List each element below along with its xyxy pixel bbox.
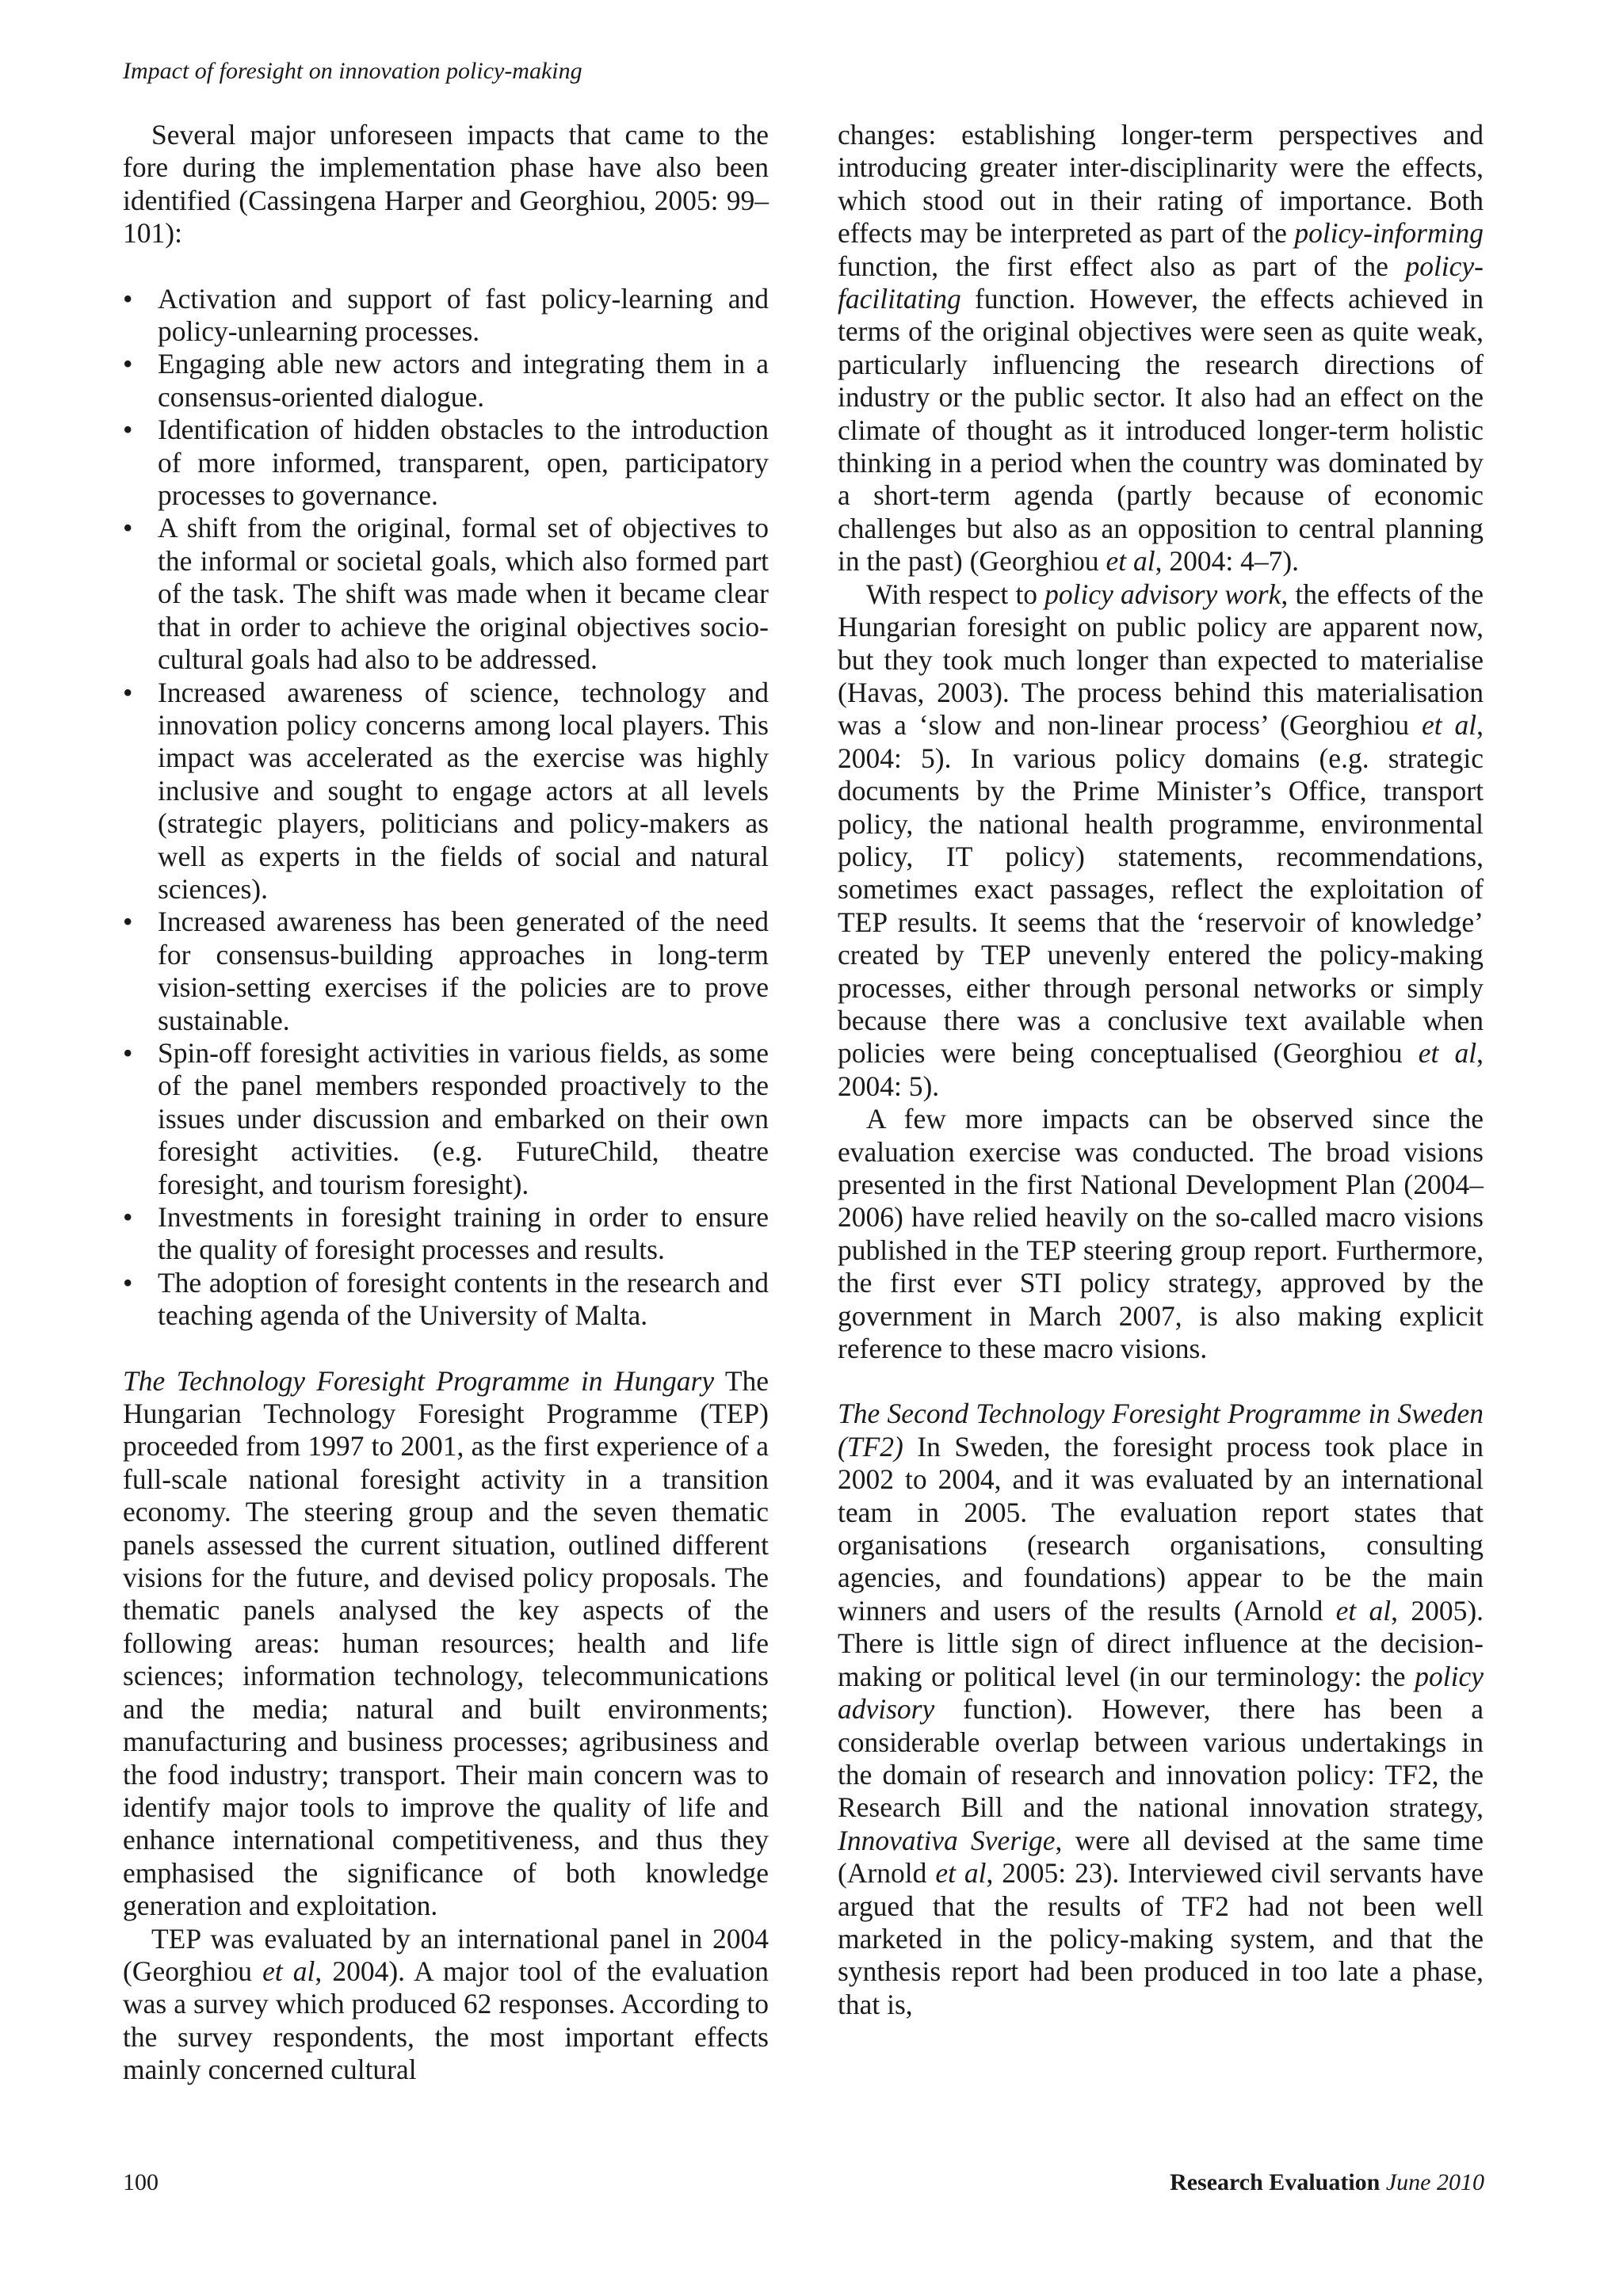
journal-footer (1170, 2168, 1484, 2197)
bullet-icon: • (123, 906, 133, 938)
hungary-paragraph-text: The Hungarian Technology Foresight Programme (TEP) proceeded from 1997 to 2001, as the first experience of a full-scale national foresight activity in a transition economy. The steering group and the seven thematic panels assessed the current situation, outlined different visions for the future, and devised policy proposals. The thematic panels analysed the key aspects of the following areas: human resources; health and life sciences; information technology, telecommunications and the media; natural and built environments; manufacturing and business processes; agribusiness and the food industry; transport. Their main concern was to identify major tools to improve the quality of life and enhance international competitiveness, and thus they emphasised the significance of both knowledge generation and exploitation. (123, 1364, 769, 1922)
right-column (838, 119, 1484, 2021)
bullet-icon: • (123, 1036, 133, 1069)
bullet-icon: • (123, 676, 133, 708)
list-item: • Identification of hidden obstacles to the introduction of more informed, transparent, open, participatory processes to governance. (123, 414, 769, 512)
list-item: • A shift from the original, formal set of objectives to the informal or societal goals, which also formed part of the task. The shift was made when it became clear that in order to achieve the original objectives socio-cultural goals had also to be addressed. (123, 512, 769, 676)
bullet-icon: • (123, 1266, 133, 1299)
further-impacts-paragraph: A few more impacts can be observed since the evaluation exercise was conducted. The broad visions presented in the first National Development Plan (2004–2006) have relied heavily on the so-called macro visions published in the TEP steering group report. Furthermore, the first ever STI policy strategy, approved by the government in March 2007, is also making explicit reference to these macro visions. (838, 1103, 1484, 1365)
list-item: • The adoption of foresight contents in the research and teaching agenda of the University of Malta. (123, 1266, 769, 1332)
bullet-icon: • (123, 282, 133, 315)
sweden-section-paragraph: The Second Technology Foresight Programme in Sweden (TF2) In Sweden, the foresight process took place in 2002 to 2004, and it was evaluated by an international team in 2005. The evaluation report states that organisations (research organisations, consulting agencies, and foundations) appear to be the main winners and users of the results (Arnold et al, 2005). There is little sign of direct influence at the decision-making or political level (in our terminology: the policy advisory function). However, there has been a considerable overlap between various undertakings in the domain of research and innovation policy: TF2, the Research Bill and the national innovation strategy, Innovativa Sverige, were all devised at the same time (Arnold et al, 2005: 23). Interviewed civil servants have argued that the results of TF2 had not been well marketed in the policy-making system, and that the synthesis report had been produced in too late a phase, that is, (838, 1398, 1484, 2020)
tep-evaluation-paragraph: TEP was evaluated by an international panel in 2004 (Georghiou et al, 2004). A major tool of the evaluation was a survey which produced 62 responses. According to the survey respondents, the most important effects mainly concerned cultural (123, 1922, 769, 2086)
effects-paragraph: changes: establishing longer-term perspectives and introducing greater inter-disciplinarity were the effects, which stood out in their rating of importance. Both effects may be interpreted as part of the policy-informing function, the first effect also as part of the policy-facilitating function. However, the effects achieved in terms of the original objectives were seen as quite weak, particularly influencing the research directions of industry or the public sector. It also had an effect on the climate of thought as it introduced longer-term holistic thinking in a period when the country was dominated by a short-term agenda (partly because of economic challenges but also as an opposition to central planning in the past) (Georghiou et al, 2004: 4–7). (838, 119, 1484, 578)
list-item: • Activation and support of fast policy-learning and policy-unlearning processes. (123, 282, 769, 348)
list-item: • Spin-off foresight activities in various fields, as some of the panel members responded proactively to the issues under discussion and embarked on their own foresight activities. (e.g. FutureChild, theatre foresight, and tourism foresight). (123, 1036, 769, 1200)
impacts-list (123, 283, 769, 1333)
hungary-heading: The Technology Foresight Programme in Hungary (123, 1364, 715, 1397)
list-item: • Investments in foresight training in order to ensure the quality of foresight processes and results. (123, 1201, 769, 1266)
bullet-icon: • (123, 512, 133, 544)
journal-name: Research Evaluation (1170, 2169, 1381, 2195)
sweden-heading: The Second Technology Foresight Programme in Sweden (TF2) (838, 1398, 1484, 1463)
bullet-icon: • (123, 1201, 133, 1233)
list-item: • Increased awareness of science, technology and innovation policy concerns among local players. This impact was accelerated as the exercise was highly inclusive and sought to engage actors at all levels (strategic players, politicians and policy-makers as well as experts in the fields of social and natural sciences). (123, 676, 769, 905)
issue-date: June 2010 (1385, 2169, 1484, 2195)
hungary-section-paragraph (123, 1365, 769, 1923)
page-number: 100 (123, 2169, 158, 2195)
intro-paragraph: Several major unforeseen impacts that came to the fore during the implementation phase have also been identified (Cassingena Harper and Georghiou, 2005: 99–101): (123, 119, 769, 250)
list-item: • Increased awareness has been generated of the need for consensus-building approaches in long-term vision-setting exercises if the policies are to prove sustainable. (123, 906, 769, 1036)
left-column (123, 119, 769, 2087)
running-title: Impact of foresight on innovation policy-making (123, 58, 582, 84)
list-item: • Engaging able new actors and integrating them in a consensus-oriented dialogue. (123, 348, 769, 413)
bullet-icon: • (123, 414, 133, 446)
policy-advisory-paragraph: With respect to policy advisory work, the effects of the Hungarian foresight on public policy are apparent now, but they took much longer than expected to materialise (Havas, 2003). The process behind this materialisation was a ‘slow and non-linear process’ (Georghiou et al, 2004: 5). In various policy domains (e.g. strategic documents by the Prime Minister’s Office, transport policy, the national health programme, environmental policy, IT policy) statements, recommendations, sometimes exact passages, reflect the exploitation of TEP results. It seems that the ‘reservoir of knowledge’ created by TEP unevenly entered the policy-making processes, either through personal networks or simply because there was a conclusive text available when policies were being conceptualised (Georghiou et al, 2004: 5). (838, 578, 1484, 1102)
bullet-icon: • (123, 348, 133, 380)
